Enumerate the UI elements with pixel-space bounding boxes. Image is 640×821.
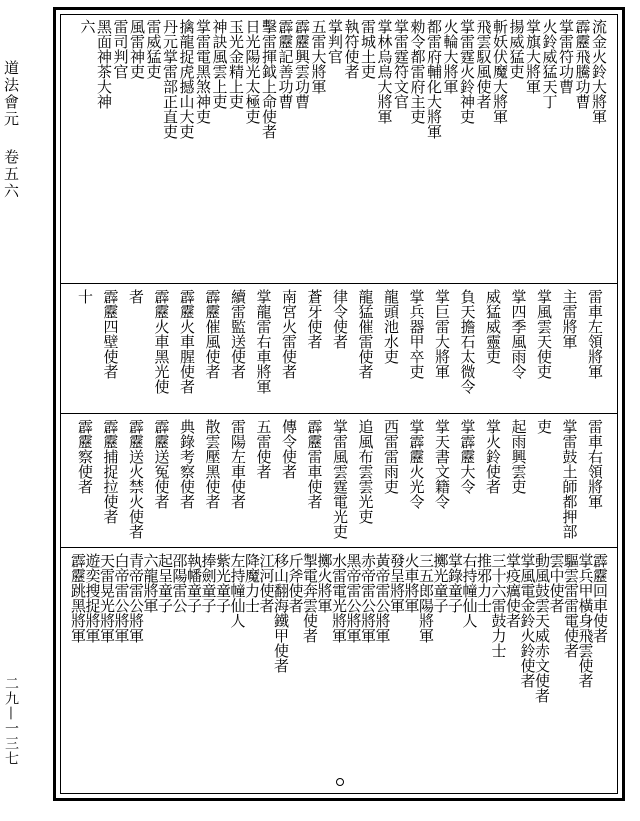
column-text: 霹靂四壁使者	[101, 289, 120, 379]
column-entry	[505, 289, 531, 405]
page-frame	[53, 7, 625, 801]
column-entry	[225, 419, 251, 541]
column-entry	[375, 553, 390, 793]
marginal-note: 十	[76, 289, 94, 304]
sub-column-entry	[244, 19, 261, 277]
column-text: 勑令都雷府主吏	[408, 19, 427, 124]
column-entry	[403, 289, 429, 405]
column-text: 雲中使者	[547, 553, 566, 613]
column-entry	[352, 419, 378, 541]
column-entry	[433, 553, 448, 793]
column-entry	[459, 19, 476, 277]
column-text: 霹靂催風使者	[203, 289, 222, 379]
column-entry	[327, 19, 344, 277]
column-entry	[148, 419, 174, 541]
column-text: 霹靂火車黑光使者	[127, 289, 171, 394]
column-text: 黃帝雷公將軍	[373, 553, 392, 643]
sub-column-text: 天雷晃光將軍	[98, 553, 116, 643]
sub-column-text: 執幡童子	[185, 553, 203, 613]
column-entry	[199, 419, 225, 541]
column-entry	[174, 419, 200, 541]
band-3-text	[72, 419, 608, 541]
column-entry	[376, 19, 393, 277]
column-entry	[477, 553, 492, 793]
column-text: 掌雷風雲霆電光吏	[331, 419, 349, 539]
column-text: 南宮火雷使者	[280, 289, 298, 379]
column-entry	[454, 289, 480, 405]
column-entry	[520, 553, 535, 793]
column-text: 典錄考察使者	[178, 419, 196, 509]
column-entry	[390, 553, 405, 793]
sub-column-text: 起呈童子	[156, 553, 174, 613]
sub-column-entry	[230, 553, 245, 793]
column-text: 霹靂察使者	[76, 419, 94, 494]
sub-column-text: 雷威猛吏	[144, 19, 163, 79]
column-entry	[403, 419, 429, 541]
column-text: 霹靂飛騰功曹	[573, 19, 592, 109]
band-4	[67, 553, 607, 793]
band-divider-2	[61, 413, 617, 414]
sub-column-text: 江河使者	[257, 553, 276, 613]
sub-column-text: 青帝雷公將軍	[127, 553, 145, 643]
column-text: 掌雷霆火鈴神吏	[458, 19, 476, 124]
sub-column-entry	[100, 553, 115, 793]
column-entry	[301, 289, 327, 405]
band-divider-1	[61, 283, 617, 284]
column-entry	[332, 553, 347, 793]
column-entry	[564, 553, 579, 793]
column-text: 流金火鈴大將軍	[590, 19, 608, 124]
sub-column-text: 丹元掌雷部正直吏	[161, 19, 179, 139]
sub-column-text: 擒龍捉虎撼山大吏	[177, 19, 196, 139]
sub-column-text: 擊雷揮鉞上命使者	[260, 19, 278, 139]
band-2-columns	[72, 289, 608, 405]
column-entry	[310, 19, 327, 277]
column-entry	[535, 553, 550, 793]
column-entry	[123, 289, 174, 405]
column-text: 雷城土吏	[359, 19, 377, 79]
sub-column-entry	[274, 553, 289, 793]
column-text: 推邪力士	[475, 553, 493, 613]
sub-column-entry	[294, 19, 311, 277]
column-text: 掌疫癘使者	[504, 553, 522, 628]
sub-column-entry	[162, 19, 179, 277]
column-text: 霹靂捕捉拉使者	[101, 419, 120, 524]
column-entry	[97, 419, 123, 541]
column-entry	[97, 289, 123, 405]
column-entry	[462, 553, 477, 793]
column-entry	[404, 553, 419, 793]
sub-column-entry	[195, 19, 212, 277]
column-text: 動風鼓雲天威赤文使者	[533, 553, 551, 703]
column-entry	[492, 19, 509, 277]
column-text: 掌旗大將軍	[524, 19, 542, 94]
column-text: 執符使者	[342, 19, 361, 79]
column-entry	[491, 553, 506, 793]
sub-column-text: 掣電奔雲使者	[301, 553, 319, 643]
column-entry	[174, 289, 200, 405]
column-entry	[346, 553, 361, 793]
sub-column-entry	[129, 553, 144, 793]
column-entry	[276, 289, 302, 405]
sub-column-entry	[85, 553, 100, 793]
column-text: 水雷電光將軍	[330, 553, 348, 643]
sub-column-entry	[143, 553, 158, 793]
page-number: 二九—一三七	[3, 676, 19, 766]
sub-column-entry	[201, 553, 216, 793]
column-text: 掌四季風雨令	[509, 289, 528, 379]
column-entry	[531, 289, 557, 405]
column-entry	[442, 19, 459, 277]
sub-column-text: 白帝雷公將軍	[112, 553, 131, 643]
sub-column-text: 霹靂記善功曹	[276, 19, 295, 109]
column-text: 散雲壓黑使者	[203, 419, 222, 509]
band-3-columns	[72, 419, 608, 541]
column-entry	[361, 553, 376, 793]
sub-column-text: 邵陽雷公	[170, 553, 189, 613]
column-entry	[72, 419, 98, 541]
sub-column-entry	[259, 553, 274, 793]
column-text: 掌天書文籍令	[433, 419, 451, 509]
column-text: 霹靂送冤使者	[152, 419, 171, 509]
sub-column-text: 雷司判官	[111, 19, 130, 79]
column-text: 飛雲馭風使者	[474, 19, 493, 109]
column-entry	[327, 419, 353, 541]
column-text: 起雨興雲吏	[509, 419, 528, 494]
sub-column-entry	[228, 19, 245, 277]
column-entry	[531, 419, 582, 541]
column-text: 掌雷符功曹	[557, 19, 575, 94]
column-entry	[593, 553, 608, 793]
column-text: 霹靂回車使者	[591, 553, 609, 643]
column-text: 掌兵器甲卒吏	[407, 289, 426, 379]
column-entry	[327, 289, 353, 405]
column-entry	[378, 419, 404, 541]
sub-column-text: 六龍將軍	[141, 553, 160, 613]
sub-column-text: 神訣風雲上吏	[210, 19, 229, 109]
sub-column-text: 紫光童子	[214, 553, 232, 613]
column-text: 都雷府輔化大將軍	[425, 19, 443, 139]
column-text: 揚威猛吏	[507, 19, 526, 79]
sub-column-text: 遊奕搜捉將軍	[83, 553, 102, 643]
column-text: 負天擔石太微令	[458, 289, 477, 394]
column-text: 發呈將軍	[388, 553, 406, 613]
column-text: 掌霹靂火光令	[407, 419, 426, 509]
sub-column-text: 霹靂跳黑將軍	[69, 553, 87, 643]
band-3	[67, 419, 607, 541]
column-entry	[591, 19, 608, 277]
column-entry	[480, 289, 506, 405]
band-divider-3	[61, 547, 617, 548]
sub-column-text: 風雷神吏	[128, 19, 146, 79]
column-entry	[393, 19, 410, 277]
column-entry	[506, 553, 521, 793]
column-entry	[360, 19, 377, 277]
band-1-columns	[79, 19, 607, 277]
column-text: 龍猛催雷使者	[356, 289, 375, 379]
column-text: 蒼牙使者	[305, 289, 324, 349]
sub-column-entry	[96, 19, 113, 277]
column-entry	[541, 19, 558, 277]
sub-column-entry	[178, 19, 195, 277]
sub-column-entry	[129, 19, 146, 277]
sub-column-entry	[172, 553, 187, 793]
page-frame-inner	[60, 14, 618, 794]
band-2-text	[72, 289, 608, 405]
column-text: 掌龍雷右車將軍	[254, 289, 273, 394]
book-title	[2, 60, 20, 200]
column-text: 掌林烏鳥大將軍	[375, 19, 394, 124]
column-entry	[225, 289, 251, 405]
column-entry	[454, 419, 480, 541]
column-text: 赤帝雷公將軍	[359, 553, 377, 643]
column-text: 西雷雷雨吏	[382, 419, 400, 494]
sub-column-text: 斤斧使者	[286, 553, 305, 613]
column-text: 火車將軍	[402, 553, 421, 613]
column-text: 掌判官	[326, 19, 344, 64]
column-text: 掌風雲天使吏	[535, 289, 553, 379]
sub-column-entry	[114, 553, 129, 793]
column-entry	[578, 553, 593, 793]
column-text: 續雷監送使者	[229, 289, 247, 379]
sub-column-text: 左持幢仙人	[228, 553, 247, 628]
column-text: 掌錄童子	[446, 553, 464, 613]
column-entry	[429, 289, 455, 405]
column-entry	[250, 289, 276, 405]
column-text: 掌霹靂大令	[458, 419, 477, 494]
column-text: 威猛威靈吏	[484, 289, 502, 364]
column-text: 律令使者	[331, 289, 349, 349]
column-text: 火鈴威猛天丁	[540, 19, 559, 109]
page-marker	[336, 778, 344, 786]
column-entry	[574, 19, 591, 277]
sub-column-text: 玉光金精上吏	[227, 19, 245, 109]
column-text: 雷車左領將軍	[586, 289, 604, 379]
column-text: 斬妖伏魔大將軍	[491, 19, 509, 124]
column-text: 雷陽左車使者	[229, 419, 247, 509]
sub-column-entry	[158, 553, 173, 793]
column-entry	[250, 419, 276, 541]
column-text: 霹靂雷車使者	[305, 419, 324, 509]
column-text: 火輪大將軍	[441, 19, 460, 94]
column-entry	[582, 419, 608, 541]
column-text: 擲火將軍	[315, 553, 334, 613]
band-1-text	[79, 19, 607, 277]
column-entry	[429, 419, 455, 541]
column-entry	[419, 553, 434, 793]
band-4-text	[71, 553, 608, 793]
column-entry	[508, 19, 525, 277]
column-text: 五雷使者	[254, 419, 273, 479]
column-text: 黑帝雷公將軍	[344, 553, 363, 643]
sub-column-text: 捧劍童子	[199, 553, 218, 613]
column-text: 掌巨雷大將軍	[433, 289, 451, 379]
sub-column-text: 降魔力士	[243, 553, 261, 613]
sub-column-text: 掌雷電黑煞神吏	[194, 19, 212, 124]
book-title-text: 道法會元	[2, 60, 20, 128]
column-text: 主雷將軍	[560, 289, 579, 349]
column-entry	[317, 553, 332, 793]
band-4-columns	[71, 553, 608, 793]
sub-column-text: 移山翻海鐵甲使者	[272, 553, 290, 673]
column-entry	[352, 289, 378, 405]
sub-column-text: 日光陽光太極吏	[243, 19, 262, 124]
column-text: 掌雷霆符文官	[392, 19, 410, 109]
sub-column-text: 霹靂興雲功曹	[293, 19, 311, 109]
sub-column-entry	[216, 553, 231, 793]
column-entry	[505, 419, 531, 541]
column-entry	[378, 289, 404, 405]
sub-column-entry	[245, 553, 260, 793]
column-entry	[301, 419, 327, 541]
column-entry	[276, 419, 302, 541]
column-entry	[448, 553, 463, 793]
column-text: 掌火鈴使者	[484, 419, 502, 494]
sub-column-entry	[288, 553, 303, 793]
column-text: 擲光童子	[431, 553, 450, 613]
sub-column-entry	[211, 19, 228, 277]
marginal-note: 六	[78, 19, 97, 34]
column-text: 掌風電金鈴火鈴使者	[518, 553, 537, 688]
sub-column-entry	[112, 19, 129, 277]
column-entry	[199, 289, 225, 405]
column-entry	[426, 19, 443, 277]
column-text: 驅雲雷雷電使者	[562, 553, 580, 658]
column-text: 三十六雷鼓力士	[489, 553, 508, 658]
column-text: 雷車右領將軍	[586, 419, 604, 509]
sub-column-text: 黑面神茶大神	[95, 19, 113, 109]
column-entry	[475, 19, 492, 277]
column-text: 霹靂送火禁火使者	[127, 419, 145, 539]
column-entry	[409, 19, 426, 277]
column-text: 追風布雲雲光吏	[356, 419, 375, 524]
column-entry	[525, 19, 542, 277]
band-2	[67, 289, 607, 405]
sub-column-entry	[145, 19, 162, 277]
column-text: 霹靂火車腥使者	[178, 289, 196, 394]
column-entry	[556, 289, 582, 405]
column-text: 掌雷鼓土師都押部吏	[535, 419, 579, 539]
volume-text: 卷五六	[2, 148, 20, 200]
column-text: 五雷大將軍	[309, 19, 328, 94]
sub-column-entry	[261, 19, 278, 277]
column-entry	[343, 19, 360, 277]
column-entry	[480, 419, 506, 541]
column-entry	[582, 289, 608, 405]
column-entry	[558, 19, 575, 277]
column-text: 傳令使者	[280, 419, 298, 479]
column-entry	[123, 419, 149, 541]
band-1	[67, 19, 607, 277]
column-text: 龍頭池水吏	[382, 289, 400, 364]
sub-column-entry	[71, 553, 86, 793]
sub-column-entry	[303, 553, 318, 793]
column-text: 掌兵甲橫身飛雲使者	[576, 553, 595, 688]
column-text: 右持幢仙人	[460, 553, 479, 628]
sub-column-entry	[277, 19, 294, 277]
column-entry	[549, 553, 564, 793]
column-text: 三五郎陽將軍	[417, 553, 435, 643]
sub-column-entry	[187, 553, 202, 793]
